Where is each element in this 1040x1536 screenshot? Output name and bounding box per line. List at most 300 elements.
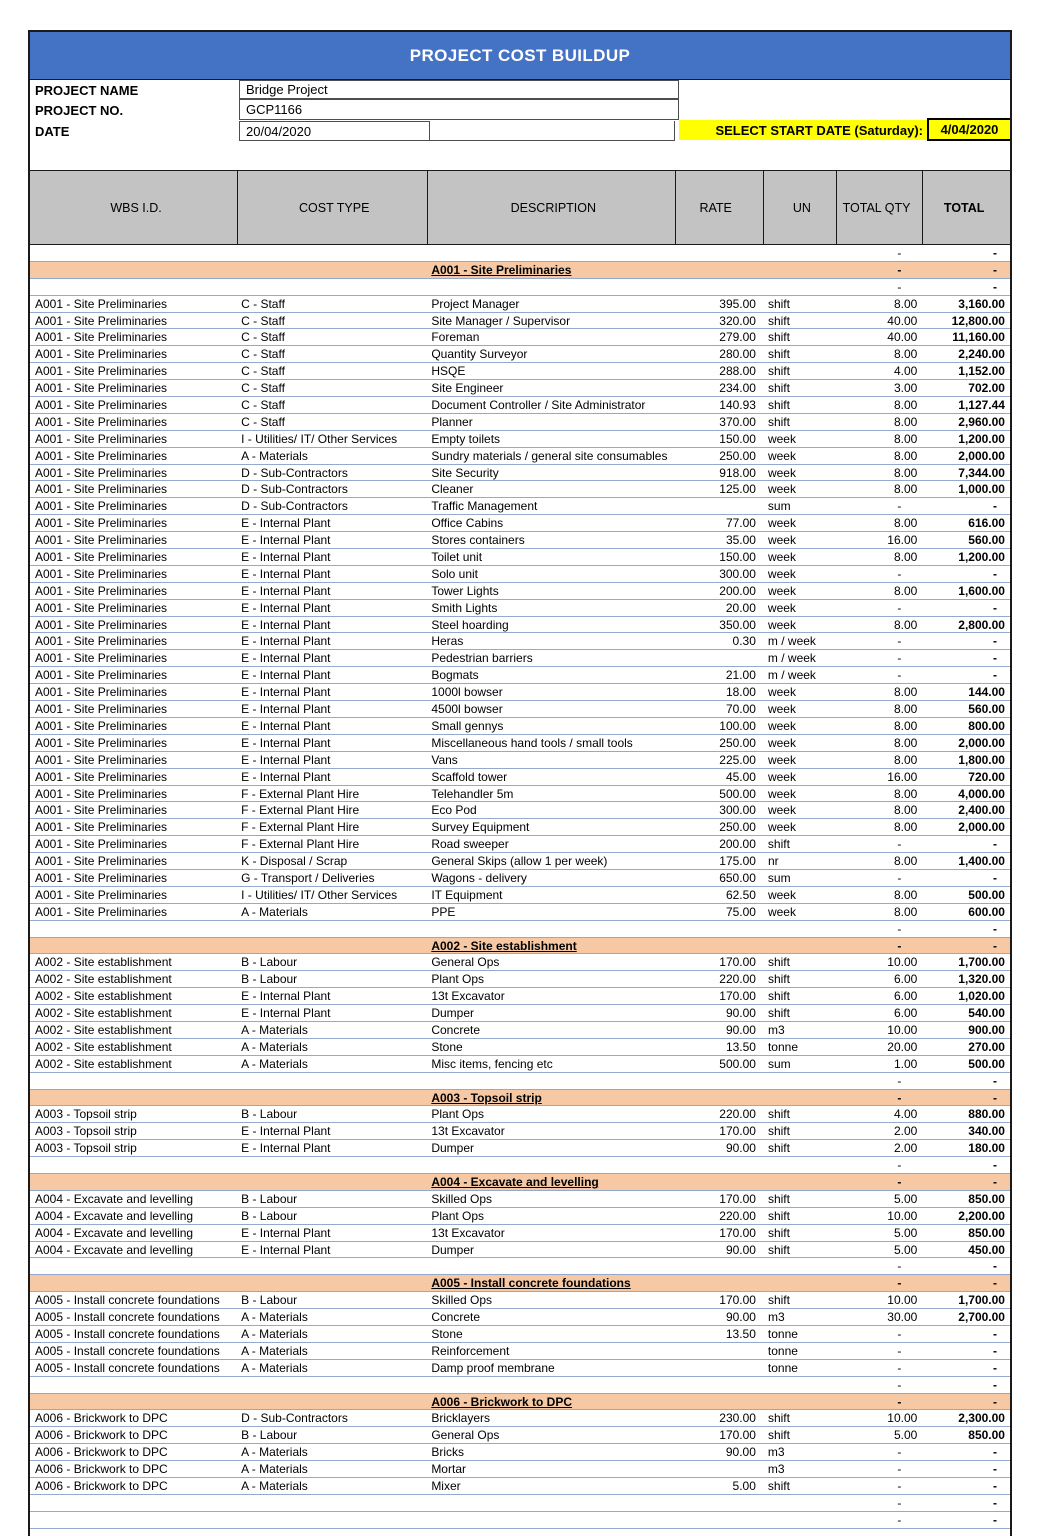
cell-cost_type[interactable]: E - Internal Plant <box>241 668 331 683</box>
cell-description[interactable]: Bricks <box>431 1445 464 1460</box>
cell-un[interactable]: shift <box>767 955 790 970</box>
cell-wbs[interactable]: A001 - Site Preliminaries <box>35 786 168 801</box>
cell-wbs[interactable]: A001 - Site Preliminaries <box>35 414 168 429</box>
cell-cost_type[interactable]: A - Materials <box>241 1022 308 1037</box>
cell-description[interactable]: Project Manager <box>431 296 520 311</box>
cell-qty[interactable]: - <box>897 1158 902 1173</box>
cell-total[interactable]: 7,344.00 <box>958 465 1005 480</box>
cell-qty[interactable]: 8.00 <box>893 735 918 750</box>
cell-wbs[interactable] <box>30 262 238 278</box>
cell-wbs[interactable]: A006 - Brickwork to DPC <box>35 1411 168 1426</box>
cell-cost_type[interactable] <box>238 1377 428 1393</box>
cell-description[interactable]: Misc items, fencing etc <box>431 1056 553 1071</box>
cell-total[interactable]: 600.00 <box>968 904 1005 919</box>
cell-total[interactable]: - <box>993 262 998 277</box>
cell-wbs[interactable]: A001 - Site Preliminaries <box>35 634 168 649</box>
cell-qty[interactable]: - <box>897 279 902 294</box>
cell-qty[interactable]: - <box>897 1360 902 1375</box>
cell-total[interactable]: 1,400.00 <box>958 854 1005 869</box>
cell-cost_type[interactable]: A - Materials <box>241 1039 308 1054</box>
cell-wbs[interactable]: A001 - Site Preliminaries <box>35 482 168 497</box>
cell-cost_type[interactable]: E - Internal Plant <box>241 1006 331 1021</box>
cell-description[interactable]: Site Security <box>431 465 499 480</box>
cell-total[interactable]: - <box>993 1158 998 1173</box>
cell-un[interactable] <box>764 1512 837 1528</box>
cell-total[interactable]: 720.00 <box>968 769 1005 784</box>
cell-cost_type[interactable]: F - External Plant Hire <box>241 803 360 818</box>
cell-cost_type[interactable] <box>238 1157 428 1173</box>
cell-total[interactable]: - <box>993 1462 998 1477</box>
cell-un[interactable]: shift <box>767 1242 790 1257</box>
cell-un[interactable]: week <box>767 566 796 581</box>
cell-cost_type[interactable]: B - Labour <box>241 1428 298 1443</box>
cell-rate[interactable] <box>676 1157 764 1173</box>
cell-qty[interactable]: - <box>897 600 902 615</box>
cell-rate[interactable]: 250.00 <box>719 735 756 750</box>
cell-qty[interactable]: 16.00 <box>887 533 918 548</box>
cell-cost_type[interactable]: E - Internal Plant <box>241 516 331 531</box>
cell-qty[interactable]: 8.00 <box>893 414 918 429</box>
cell-cost_type[interactable]: B - Labour <box>241 972 298 987</box>
cell-un[interactable]: shift <box>767 1141 790 1156</box>
cell-description[interactable]: Empty toilets <box>431 431 501 446</box>
cell-total[interactable]: - <box>993 1090 998 1105</box>
cell-wbs[interactable] <box>30 1073 238 1089</box>
cell-qty[interactable]: 8.00 <box>893 718 918 733</box>
cell-description[interactable] <box>428 1512 676 1528</box>
cell-un[interactable]: m3 <box>767 1310 785 1325</box>
cell-rate[interactable]: 18.00 <box>725 685 756 700</box>
cell-un[interactable]: m3 <box>767 1445 785 1460</box>
cell-qty[interactable]: - <box>897 1394 902 1409</box>
cell-un[interactable] <box>764 938 837 954</box>
cell-description[interactable]: Mortar <box>431 1462 466 1477</box>
cell-un[interactable]: m3 <box>767 1022 785 1037</box>
cell-rate[interactable]: 500.00 <box>719 1056 756 1071</box>
cell-un[interactable]: shift <box>767 989 790 1004</box>
cell-qty[interactable]: 10.00 <box>887 1293 918 1308</box>
cell-description[interactable]: Quantity Surveyor <box>431 347 528 362</box>
header-total-qty[interactable]: TOTAL QTY <box>837 171 924 244</box>
cell-total[interactable]: - <box>993 1445 998 1460</box>
cell-wbs[interactable] <box>30 1377 238 1393</box>
cell-total[interactable]: 540.00 <box>968 1006 1005 1021</box>
cell-cost_type[interactable]: C - Staff <box>241 398 285 413</box>
cell-qty[interactable]: 8.00 <box>893 617 918 632</box>
cell-rate[interactable] <box>676 1343 764 1359</box>
cell-wbs[interactable]: A001 - Site Preliminaries <box>35 600 168 615</box>
cell-description[interactable]: PPE <box>431 904 456 919</box>
cell-total[interactable]: 1,800.00 <box>958 752 1005 767</box>
cell-wbs[interactable]: A002 - Site establishment <box>35 1056 172 1071</box>
cell-cost_type[interactable]: B - Labour <box>241 955 298 970</box>
cell-description[interactable]: Eco Pod <box>431 803 477 818</box>
cell-cost_type[interactable]: E - Internal Plant <box>241 617 331 632</box>
cell-description[interactable] <box>428 1073 676 1089</box>
start-date-selector[interactable] <box>927 118 1012 141</box>
cell-rate[interactable] <box>676 921 764 937</box>
cell-description[interactable] <box>428 1258 676 1274</box>
cell-description[interactable]: General Ops <box>431 955 500 970</box>
cell-total[interactable]: 11,160.00 <box>952 330 1005 345</box>
cell-rate[interactable]: 300.00 <box>719 803 756 818</box>
cell-total[interactable]: 2,800.00 <box>958 617 1005 632</box>
cell-un[interactable]: week <box>767 550 796 565</box>
cell-un[interactable] <box>764 1495 837 1511</box>
cell-wbs[interactable]: A001 - Site Preliminaries <box>35 499 168 514</box>
cell-description[interactable]: Survey Equipment <box>431 820 530 835</box>
cell-qty[interactable]: - <box>897 1343 902 1358</box>
cell-description[interactable]: Telehandler 5m <box>431 786 514 801</box>
cell-rate[interactable]: 100.00 <box>719 718 756 733</box>
cell-wbs[interactable]: A001 - Site Preliminaries <box>35 685 168 700</box>
cell-cost_type[interactable]: G - Transport / Deliveries <box>241 870 375 885</box>
cell-qty[interactable]: - <box>897 1512 902 1527</box>
cell-cost_type[interactable]: B - Labour <box>241 1208 298 1223</box>
cell-qty[interactable]: 10.00 <box>887 955 918 970</box>
cell-wbs[interactable]: A002 - Site establishment <box>35 1022 172 1037</box>
cell-qty[interactable]: 2.00 <box>893 1124 918 1139</box>
cell-rate[interactable] <box>676 1360 764 1376</box>
cell-un[interactable] <box>764 1073 837 1089</box>
cell-un[interactable]: week <box>767 735 796 750</box>
cell-cost_type[interactable]: E - Internal Plant <box>241 1242 331 1257</box>
cell-un[interactable] <box>764 921 837 937</box>
cell-rate[interactable]: 170.00 <box>719 1124 756 1139</box>
cell-cost_type[interactable]: C - Staff <box>241 414 285 429</box>
cell-total[interactable]: 850.00 <box>968 1225 1005 1240</box>
cell-un[interactable]: week <box>767 685 796 700</box>
cell-rate[interactable]: 90.00 <box>725 1242 756 1257</box>
cell-wbs[interactable]: A002 - Site establishment <box>35 1006 172 1021</box>
date-extension-cell[interactable] <box>430 121 675 141</box>
cell-wbs[interactable]: A001 - Site Preliminaries <box>35 887 168 902</box>
cell-total[interactable]: 450.00 <box>968 1242 1005 1257</box>
cell-qty[interactable]: 6.00 <box>893 972 918 987</box>
cell-description[interactable]: Document Controller / Site Administrator <box>431 398 646 413</box>
cell-un[interactable]: shift <box>767 1208 790 1223</box>
cell-un[interactable]: week <box>767 431 796 446</box>
cell-rate[interactable]: 230.00 <box>719 1411 756 1426</box>
cell-un[interactable]: sum <box>767 870 791 885</box>
cell-total[interactable]: - <box>993 870 998 885</box>
cell-un[interactable]: shift <box>767 1225 790 1240</box>
cell-qty[interactable]: 5.00 <box>893 1428 918 1443</box>
cell-total[interactable]: - <box>993 1174 998 1189</box>
cell-rate[interactable]: 370.00 <box>719 414 756 429</box>
cell-description[interactable]: Stone <box>431 1039 463 1054</box>
cell-un[interactable]: tonne <box>767 1343 798 1358</box>
cell-cost_type[interactable]: A - Materials <box>241 1310 308 1325</box>
cell-un[interactable]: week <box>767 702 796 717</box>
cell-wbs[interactable]: A001 - Site Preliminaries <box>35 752 168 767</box>
header-wbs-id[interactable]: WBS I.D. <box>30 171 238 244</box>
cell-rate[interactable]: 220.00 <box>719 1107 756 1122</box>
cell-wbs[interactable]: A002 - Site establishment <box>35 955 172 970</box>
cell-wbs[interactable]: A006 - Brickwork to DPC <box>35 1479 168 1494</box>
cell-cost_type[interactable]: E - Internal Plant <box>241 752 331 767</box>
header-un[interactable]: UN <box>764 171 837 244</box>
cell-cost_type[interactable]: A - Materials <box>241 904 308 919</box>
cell-cost_type[interactable]: A - Materials <box>241 1445 308 1460</box>
cell-wbs[interactable]: A001 - Site Preliminaries <box>35 431 168 446</box>
cell-un[interactable] <box>764 1157 837 1173</box>
cell-un[interactable]: shift <box>767 398 790 413</box>
cell-qty[interactable]: 2.00 <box>893 1141 918 1156</box>
cell-total[interactable]: - <box>993 1327 998 1341</box>
cell-rate[interactable]: 5.00 <box>732 1479 756 1494</box>
cell-description[interactable]: Stores containers <box>431 533 525 548</box>
cell-cost_type[interactable]: E - Internal Plant <box>241 1124 331 1139</box>
cell-description[interactable]: Road sweeper <box>431 837 509 852</box>
cell-cost_type[interactable] <box>238 1512 428 1528</box>
cell-un[interactable]: shift <box>767 1124 790 1139</box>
cell-qty[interactable]: 40.00 <box>887 313 918 328</box>
cell-description[interactable]: Dumper <box>431 1141 475 1156</box>
cell-rate[interactable]: 170.00 <box>719 955 756 970</box>
cell-un[interactable]: shift <box>767 1006 790 1021</box>
cell-rate[interactable]: 90.00 <box>725 1006 756 1021</box>
cell-total[interactable]: - <box>993 1276 998 1291</box>
cell-rate[interactable] <box>676 498 764 514</box>
cell-description[interactable]: Damp proof membrane <box>431 1360 555 1375</box>
cell-cost_type[interactable]: A - Materials <box>241 1360 308 1375</box>
cell-wbs[interactable]: A006 - Brickwork to DPC <box>35 1428 168 1443</box>
cell-cost_type[interactable]: E - Internal Plant <box>241 651 331 666</box>
cell-rate[interactable]: 75.00 <box>725 904 756 919</box>
cell-wbs[interactable]: A001 - Site Preliminaries <box>35 803 168 818</box>
cell-rate[interactable]: 225.00 <box>719 752 756 767</box>
cell-cost_type[interactable]: A - Materials <box>241 1462 308 1477</box>
cell-wbs[interactable]: A001 - Site Preliminaries <box>35 651 168 666</box>
cell-description[interactable]: Sundry materials / general site consumables <box>431 448 668 463</box>
cell-wbs[interactable]: A001 - Site Preliminaries <box>35 718 168 733</box>
cell-total[interactable]: 1,320.00 <box>958 972 1005 987</box>
cell-description[interactable]: Steel hoarding <box>431 617 509 632</box>
cell-cost_type[interactable]: B - Labour <box>241 1107 298 1122</box>
cell-qty[interactable]: 8.00 <box>893 702 918 717</box>
cell-description[interactable]: Office Cabins <box>431 516 504 531</box>
cell-rate[interactable] <box>676 1512 764 1528</box>
cell-cost_type[interactable]: B - Labour <box>241 1293 298 1308</box>
cell-qty[interactable]: 8.00 <box>893 516 918 531</box>
cell-total[interactable]: 1,200.00 <box>958 550 1005 565</box>
cell-rate[interactable]: 279.00 <box>719 330 756 345</box>
cell-qty[interactable]: - <box>897 1073 902 1088</box>
cell-description[interactable]: A004 - Excavate and levelling <box>431 1174 599 1189</box>
cell-qty[interactable]: 5.00 <box>893 1225 918 1240</box>
cell-cost_type[interactable]: C - Staff <box>241 296 285 311</box>
cell-rate[interactable]: 500.00 <box>719 786 756 801</box>
cell-description[interactable]: Miscellaneous hand tools / small tools <box>431 735 633 750</box>
cell-wbs[interactable]: A002 - Site establishment <box>35 972 172 987</box>
cell-cost_type[interactable]: F - External Plant Hire <box>241 820 360 835</box>
cell-total[interactable]: - <box>993 1495 998 1510</box>
cell-rate[interactable]: 918.00 <box>719 465 756 480</box>
cell-cost_type[interactable]: E - Internal Plant <box>241 769 331 784</box>
cell-total[interactable]: 2,240.00 <box>958 347 1005 362</box>
cell-wbs[interactable]: A001 - Site Preliminaries <box>35 398 168 413</box>
cell-un[interactable]: m / week <box>767 651 816 666</box>
cell-description[interactable]: General Skips (allow 1 per week) <box>431 854 608 869</box>
cell-un[interactable]: week <box>767 617 796 632</box>
cell-qty[interactable]: 8.00 <box>893 398 918 413</box>
cell-total[interactable]: 560.00 <box>968 533 1005 548</box>
cell-cost_type[interactable]: E - Internal Plant <box>241 566 331 581</box>
cell-total[interactable]: 900.00 <box>968 1022 1005 1037</box>
cell-qty[interactable]: 8.00 <box>893 854 918 869</box>
cell-total[interactable]: 1,200.00 <box>958 431 1005 446</box>
cell-rate[interactable]: 220.00 <box>719 1208 756 1223</box>
cell-description[interactable]: Cleaner <box>431 482 474 497</box>
cell-rate[interactable]: 220.00 <box>719 972 756 987</box>
cell-description[interactable]: Dumper <box>431 1006 475 1021</box>
cell-rate[interactable] <box>676 938 764 954</box>
cell-qty[interactable]: - <box>897 262 902 277</box>
cell-cost_type[interactable]: C - Staff <box>241 364 285 379</box>
cell-rate[interactable] <box>676 1495 764 1511</box>
cell-cost_type[interactable] <box>238 1495 428 1511</box>
cell-un[interactable]: week <box>767 769 796 784</box>
cell-rate[interactable]: 70.00 <box>725 702 756 717</box>
cell-qty[interactable]: 10.00 <box>887 1022 918 1037</box>
cell-qty[interactable]: 40.00 <box>887 330 918 345</box>
cell-total[interactable]: 1,152.00 <box>958 364 1005 379</box>
cell-cost_type[interactable] <box>238 921 428 937</box>
cell-qty[interactable]: 20.00 <box>887 1039 918 1054</box>
cell-total[interactable]: 850.00 <box>968 1428 1005 1443</box>
cell-qty[interactable]: 4.00 <box>893 364 918 379</box>
cell-description[interactable]: Planner <box>431 414 473 429</box>
cell-cost_type[interactable]: B - Labour <box>241 1191 298 1206</box>
cell-wbs[interactable]: A001 - Site Preliminaries <box>35 702 168 717</box>
cell-un[interactable] <box>764 1090 837 1106</box>
cell-description[interactable]: A001 - Site Preliminaries <box>431 262 572 277</box>
cell-total[interactable]: 180.00 <box>968 1141 1005 1156</box>
cell-description[interactable]: A003 - Topsoil strip <box>431 1090 542 1105</box>
cell-total[interactable]: - <box>993 1073 998 1088</box>
cell-description[interactable]: Vans <box>431 752 458 767</box>
cell-cost_type[interactable]: E - Internal Plant <box>241 1141 331 1156</box>
cell-cost_type[interactable]: E - Internal Plant <box>241 1225 331 1240</box>
cell-un[interactable]: shift <box>767 381 790 396</box>
cell-cost_type[interactable]: A - Materials <box>241 1343 308 1358</box>
cell-wbs[interactable] <box>30 1174 238 1190</box>
project-name-field[interactable] <box>239 80 679 99</box>
cell-wbs[interactable]: A005 - Install concrete foundations <box>35 1293 220 1308</box>
cell-qty[interactable]: 8.00 <box>893 550 918 565</box>
cell-rate[interactable]: 234.00 <box>719 381 756 396</box>
cell-un[interactable]: shift <box>767 972 790 987</box>
cell-cost_type[interactable]: E - Internal Plant <box>241 533 331 548</box>
cell-un[interactable]: shift <box>767 414 790 429</box>
cell-wbs[interactable]: A001 - Site Preliminaries <box>35 769 168 784</box>
cell-wbs[interactable]: A001 - Site Preliminaries <box>35 364 168 379</box>
cell-cost_type[interactable] <box>238 1073 428 1089</box>
cell-rate[interactable] <box>676 1461 764 1477</box>
cell-un[interactable] <box>764 1258 837 1274</box>
cell-qty[interactable]: - <box>897 1462 902 1477</box>
cell-description[interactable]: Stone <box>431 1327 463 1341</box>
cell-total[interactable]: 2,000.00 <box>958 820 1005 835</box>
cell-total[interactable]: 800.00 <box>968 718 1005 733</box>
cell-description[interactable] <box>428 245 676 261</box>
cell-wbs[interactable]: A001 - Site Preliminaries <box>35 533 168 548</box>
cell-qty[interactable]: - <box>897 1327 902 1341</box>
cell-cost_type[interactable]: C - Staff <box>241 381 285 396</box>
cell-total[interactable]: 1,600.00 <box>958 583 1005 598</box>
cell-rate[interactable] <box>676 1174 764 1190</box>
cell-wbs[interactable]: A004 - Excavate and levelling <box>35 1242 194 1257</box>
cell-rate[interactable]: 0.30 <box>732 634 756 649</box>
cell-description[interactable]: Wagons - delivery <box>431 870 527 885</box>
cell-cost_type[interactable]: I - Utilities/ IT/ Other Services <box>241 431 398 446</box>
cell-qty[interactable]: - <box>897 1174 902 1189</box>
cell-qty[interactable]: - <box>897 1090 902 1105</box>
cell-rate[interactable]: 62.50 <box>725 887 756 902</box>
cell-un[interactable]: sum <box>767 499 791 514</box>
cell-cost_type[interactable]: E - Internal Plant <box>241 634 331 649</box>
cell-cost_type[interactable]: E - Internal Plant <box>241 550 331 565</box>
cell-wbs[interactable]: A001 - Site Preliminaries <box>35 735 168 750</box>
cell-rate[interactable]: 288.00 <box>719 364 756 379</box>
cell-total[interactable]: 2,960.00 <box>958 414 1005 429</box>
cell-wbs[interactable]: A004 - Excavate and levelling <box>35 1225 194 1240</box>
cell-rate[interactable]: 170.00 <box>719 1225 756 1240</box>
cell-wbs[interactable] <box>30 921 238 937</box>
cell-rate[interactable]: 90.00 <box>725 1022 756 1037</box>
cell-wbs[interactable]: A005 - Install concrete foundations <box>35 1327 220 1341</box>
cell-un[interactable] <box>764 1275 837 1291</box>
cell-un[interactable]: week <box>767 482 796 497</box>
cell-rate[interactable]: 13.50 <box>725 1327 756 1341</box>
cell-rate[interactable]: 395.00 <box>719 296 756 311</box>
cell-wbs[interactable] <box>30 245 238 261</box>
cell-total[interactable]: 270.00 <box>968 1039 1005 1054</box>
cell-qty[interactable]: 6.00 <box>893 1006 918 1021</box>
cell-qty[interactable]: - <box>897 246 902 260</box>
cell-un[interactable]: week <box>767 904 796 919</box>
cell-wbs[interactable] <box>30 1275 238 1291</box>
cell-un[interactable]: shift <box>767 330 790 345</box>
cell-total[interactable]: 880.00 <box>968 1107 1005 1122</box>
cell-rate[interactable]: 45.00 <box>725 769 756 784</box>
cell-qty[interactable]: 5.00 <box>893 1242 918 1257</box>
cell-un[interactable]: shift <box>767 1293 790 1308</box>
cell-description[interactable]: Toilet unit <box>431 550 483 565</box>
cell-un[interactable]: week <box>767 533 796 548</box>
cell-total[interactable]: - <box>993 634 998 649</box>
cell-description[interactable]: Tower Lights <box>431 583 499 598</box>
cell-un[interactable]: week <box>767 820 796 835</box>
cell-wbs[interactable]: A006 - Brickwork to DPC <box>35 1462 168 1477</box>
cell-wbs[interactable]: A003 - Topsoil strip <box>35 1124 137 1139</box>
cell-un[interactable] <box>764 1174 837 1190</box>
cell-rate[interactable]: 150.00 <box>719 550 756 565</box>
cell-description[interactable]: 13t Excavator <box>431 989 505 1004</box>
header-total[interactable]: TOTAL <box>943 200 985 215</box>
cell-wbs[interactable] <box>30 1258 238 1274</box>
cell-total[interactable]: - <box>993 1259 998 1274</box>
cell-qty[interactable]: 8.00 <box>893 752 918 767</box>
cell-wbs[interactable] <box>30 1495 238 1511</box>
cell-qty[interactable]: 4.00 <box>893 1107 918 1122</box>
cell-description[interactable]: Plant Ops <box>431 972 485 987</box>
cell-un[interactable]: week <box>767 448 796 463</box>
cell-description[interactable] <box>428 1157 676 1173</box>
cell-un[interactable]: shift <box>767 1428 790 1443</box>
cell-total[interactable]: 1,000.00 <box>958 482 1005 497</box>
